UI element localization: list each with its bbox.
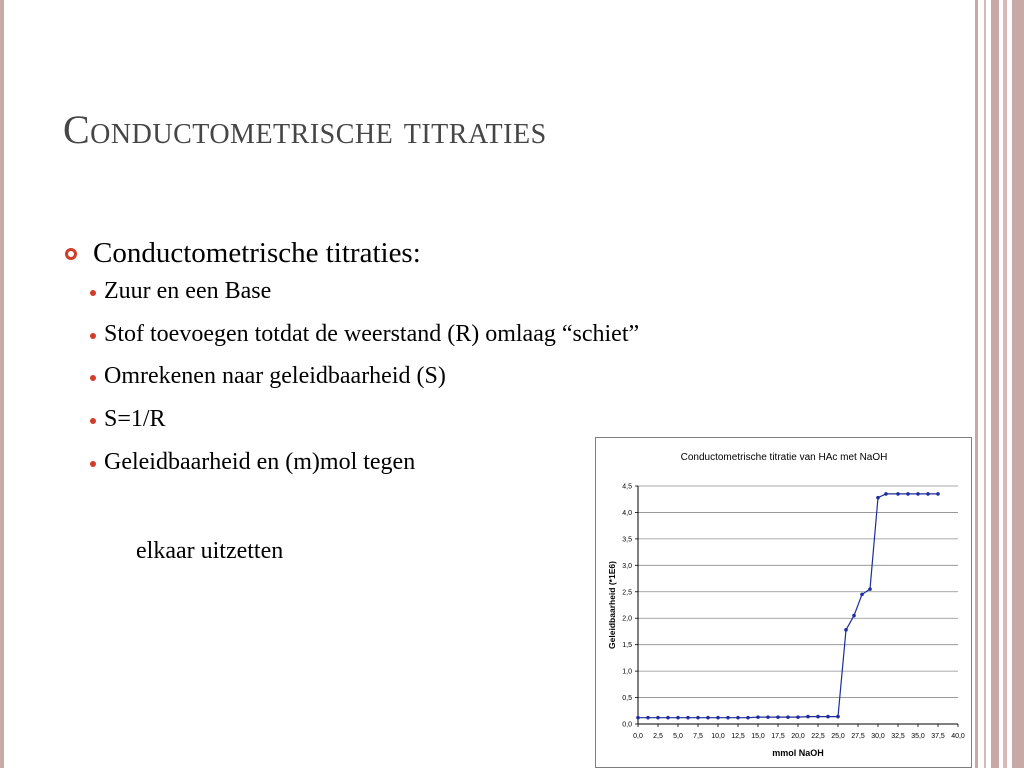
data-point <box>766 715 770 719</box>
data-point <box>746 716 750 720</box>
ring-bullet-icon <box>65 248 77 260</box>
data-point <box>676 716 680 720</box>
x-tick-label: 10,0 <box>711 733 725 740</box>
x-tick-label: 12,5 <box>731 733 745 740</box>
data-point <box>796 715 800 719</box>
data-point <box>836 715 840 719</box>
chart-svg <box>596 438 973 769</box>
x-tick-label: 40,0 <box>951 733 965 740</box>
sub-bullet-text: Stof toevoegen totdat de weerstand (R) omlaag “schiet” <box>104 320 640 347</box>
data-point <box>736 716 740 720</box>
data-point <box>884 492 888 496</box>
data-point <box>706 716 710 720</box>
data-point <box>776 715 780 719</box>
x-tick-label: 20,0 <box>791 733 805 740</box>
data-point <box>716 716 720 720</box>
dot-bullet-icon <box>90 375 96 381</box>
data-point <box>726 716 730 720</box>
data-point <box>666 716 670 720</box>
bullet-continuation: elkaar uitzetten <box>136 538 284 564</box>
y-tick-label: 1,5 <box>622 642 632 650</box>
x-tick-label: 5,0 <box>673 733 683 740</box>
y-tick-label: 4,5 <box>622 483 632 491</box>
y-tick-label: 2,5 <box>622 589 632 597</box>
data-point <box>786 715 790 719</box>
data-point <box>936 492 940 496</box>
data-point <box>816 715 820 719</box>
dot-bullet-icon <box>90 418 96 424</box>
y-tick-label: 2,0 <box>622 615 632 623</box>
data-point <box>896 492 900 496</box>
x-tick-label: 25,0 <box>831 733 845 740</box>
sub-bullet-item <box>63 405 803 434</box>
x-tick-label: 7,5 <box>693 733 703 740</box>
data-point <box>876 496 880 500</box>
x-tick-label: 30,0 <box>871 733 885 740</box>
sub-bullet-text: Omrekenen naar geleidbaarheid (S) <box>104 363 446 390</box>
series-line <box>638 494 938 718</box>
data-point <box>686 716 690 720</box>
sub-bullet-text: S=1/R <box>104 406 166 433</box>
y-tick-label: 4,0 <box>622 509 632 517</box>
main-bullet <box>63 236 803 271</box>
x-tick-label: 17,5 <box>771 733 785 740</box>
data-point <box>656 716 660 720</box>
sub-bullet-text: Geleidbaarheid en (m)mol tegen <box>104 448 416 475</box>
main-bullet-text: Conductometrische titraties: <box>93 237 421 269</box>
sub-bullet-item <box>63 320 803 349</box>
dot-bullet-icon <box>90 290 96 296</box>
data-point <box>916 492 920 496</box>
dot-bullet-icon <box>90 461 96 467</box>
data-point <box>646 716 650 720</box>
x-tick-label: 32,5 <box>891 733 905 740</box>
y-tick-label: 3,5 <box>622 536 632 544</box>
x-tick-label: 2,5 <box>653 733 663 740</box>
x-tick-label: 27,5 <box>851 733 865 740</box>
dot-bullet-icon <box>90 333 96 339</box>
sub-bullet-item <box>63 277 803 306</box>
left-border-stripe <box>0 0 4 768</box>
sub-bullet-item <box>63 362 803 391</box>
chart-title: Conductometrische titratie van HAc met NaOH <box>680 452 888 463</box>
data-point <box>826 715 830 719</box>
x-tick-label: 35,0 <box>911 733 925 740</box>
data-point <box>926 492 930 496</box>
y-tick-label: 3,0 <box>622 562 632 570</box>
x-tick-label: 0,0 <box>633 733 643 740</box>
x-tick-label: 22,5 <box>811 733 825 740</box>
data-point <box>636 716 640 720</box>
y-axis-label: Geleidbaarheid (*1E6) <box>607 561 617 649</box>
data-point <box>868 587 872 591</box>
data-point <box>860 593 864 597</box>
data-point <box>844 628 848 632</box>
x-tick-label: 37,5 <box>931 733 945 740</box>
data-point <box>756 715 760 719</box>
y-tick-label: 1,0 <box>622 668 632 676</box>
data-point <box>696 716 700 720</box>
data-point <box>806 715 810 719</box>
slide-title: Conductometrische titraties <box>63 107 547 152</box>
data-point <box>906 492 910 496</box>
y-tick-label: 0,0 <box>622 721 632 729</box>
x-axis-label: mmol NaOH <box>772 748 824 758</box>
y-tick-label: 0,5 <box>622 695 632 703</box>
data-point <box>852 614 856 618</box>
titration-chart <box>595 437 972 768</box>
x-tick-label: 15,0 <box>751 733 765 740</box>
sub-bullet-text: Zuur en een Base <box>104 277 272 304</box>
